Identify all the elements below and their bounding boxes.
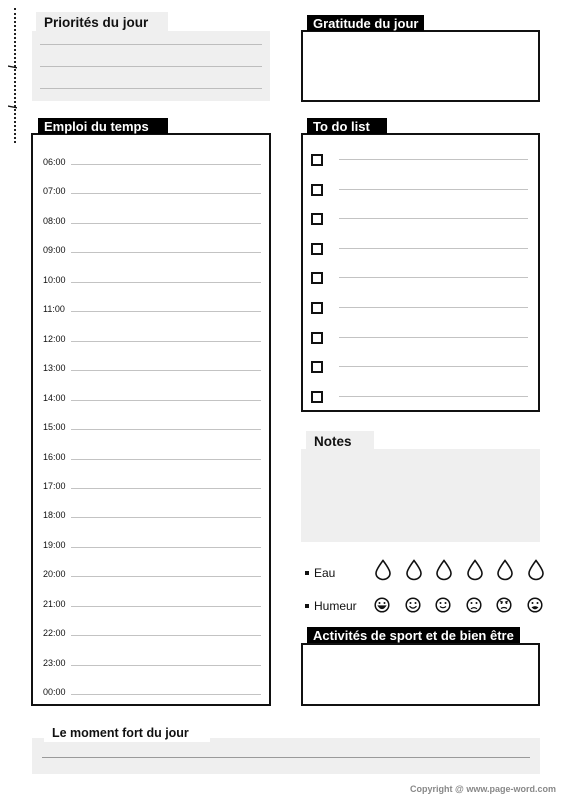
todo-item	[303, 391, 538, 405]
highlight-panel[interactable]	[32, 738, 540, 774]
todo-item	[303, 302, 538, 316]
priorities-panel[interactable]	[32, 31, 270, 101]
todo-item	[303, 332, 538, 346]
laughing-face-icon[interactable]	[374, 597, 390, 613]
todo-line[interactable]	[339, 396, 528, 397]
schedule-row[interactable]	[33, 157, 269, 171]
sport-box[interactable]	[301, 643, 540, 706]
notes-panel[interactable]	[301, 449, 540, 542]
schedule-row[interactable]	[33, 569, 269, 583]
schedule-hour-label: 00:00	[43, 687, 66, 698]
highlight-line	[42, 757, 530, 758]
sport-title: Activités de sport et de bien être	[307, 627, 520, 643]
priorities-line	[40, 88, 262, 89]
gratitude-box[interactable]	[301, 30, 540, 102]
mood-label	[305, 599, 357, 613]
water-drop-icon[interactable]	[405, 559, 423, 581]
water-drop-icon[interactable]	[466, 559, 484, 581]
todo-title: To do list	[307, 118, 387, 134]
schedule-row[interactable]	[33, 216, 269, 230]
todo-checkbox[interactable]	[311, 213, 323, 225]
todo-checkbox[interactable]	[311, 302, 323, 314]
schedule-line	[71, 311, 261, 312]
schedule-hour-label: 15:00	[43, 422, 66, 433]
priorities-title: Priorités du jour	[36, 12, 168, 32]
todo-item	[303, 213, 538, 227]
angry-face-icon[interactable]	[496, 597, 512, 613]
schedule-row[interactable]	[33, 687, 269, 701]
schedule-line	[71, 547, 261, 548]
schedule-hour-label: 13:00	[43, 363, 66, 374]
schedule-row[interactable]	[33, 599, 269, 613]
todo-line[interactable]	[339, 248, 528, 249]
schedule-hour-label: 09:00	[43, 245, 66, 256]
schedule-hour-label: 10:00	[43, 274, 66, 285]
schedule-hour-label: 07:00	[43, 186, 66, 197]
highlight-title: Le moment fort du jour	[44, 722, 210, 742]
schedule-hour-label: 23:00	[43, 657, 66, 668]
date-separator-1: /	[6, 105, 20, 109]
schedule-line	[71, 400, 261, 401]
schedule-hour-label: 22:00	[43, 628, 66, 639]
schedule-line	[71, 665, 261, 666]
todo-item	[303, 154, 538, 168]
schedule-hour-label: 12:00	[43, 333, 66, 344]
schedule-line	[71, 606, 261, 607]
todo-line[interactable]	[339, 277, 528, 278]
todo-checkbox[interactable]	[311, 332, 323, 344]
todo-checkbox[interactable]	[311, 272, 323, 284]
schedule-row[interactable]	[33, 481, 269, 495]
smiling-face-icon[interactable]	[435, 597, 451, 613]
todo-item	[303, 184, 538, 198]
schedule-hour-label: 20:00	[43, 569, 66, 580]
schedule-row[interactable]	[33, 658, 269, 672]
todo-line[interactable]	[339, 218, 528, 219]
schedule-hour-label: 06:00	[43, 157, 66, 167]
bullet-icon	[305, 604, 309, 608]
copyright-text: Copyright @ www.page-word.com	[410, 784, 556, 794]
schedule-row[interactable]	[33, 186, 269, 200]
schedule-hour-label: 14:00	[43, 392, 66, 403]
schedule-row[interactable]	[33, 275, 269, 289]
schedule-row[interactable]	[33, 422, 269, 436]
todo-line[interactable]	[339, 337, 528, 338]
todo-item	[303, 272, 538, 286]
schedule-row[interactable]	[33, 363, 269, 377]
todo-box	[301, 133, 540, 412]
schedule-line	[71, 429, 261, 430]
bullet-icon	[305, 571, 309, 575]
schedule-line	[71, 576, 261, 577]
todo-checkbox[interactable]	[311, 184, 323, 196]
grinning-face-icon[interactable]	[405, 597, 421, 613]
schedule-row[interactable]	[33, 334, 269, 348]
schedule-hour-label: 17:00	[43, 480, 66, 491]
schedule-row[interactable]	[33, 628, 269, 642]
schedule-hour-label: 21:00	[43, 598, 66, 609]
water-label-text: Eau	[314, 566, 336, 580]
schedule-row[interactable]	[33, 245, 269, 259]
water-drop-icon[interactable]	[435, 559, 453, 581]
schedule-line	[71, 517, 261, 518]
tired-face-icon[interactable]	[527, 597, 543, 613]
water-label	[305, 566, 335, 580]
schedule-hour-label: 19:00	[43, 539, 66, 550]
todo-line[interactable]	[339, 159, 528, 160]
schedule-row[interactable]	[33, 510, 269, 524]
water-drop-icon[interactable]	[496, 559, 514, 581]
schedule-line	[71, 223, 261, 224]
gratitude-title: Gratitude du jour	[307, 15, 424, 31]
schedule-line	[71, 459, 261, 460]
schedule-box[interactable]	[31, 133, 271, 706]
priorities-line	[40, 66, 262, 67]
todo-item	[303, 361, 538, 375]
todo-line[interactable]	[339, 366, 528, 367]
schedule-row[interactable]	[33, 393, 269, 407]
schedule-line	[71, 282, 261, 283]
todo-checkbox[interactable]	[311, 361, 323, 373]
schedule-hour-label: 11:00	[43, 304, 65, 315]
schedule-hour-label: 18:00	[43, 510, 66, 521]
schedule-line	[71, 193, 261, 194]
todo-checkbox[interactable]	[311, 243, 323, 255]
todo-checkbox[interactable]	[311, 154, 323, 166]
schedule-hour-label: 08:00	[43, 215, 66, 226]
schedule-row[interactable]	[33, 452, 269, 466]
schedule-line	[71, 488, 261, 489]
todo-item	[303, 243, 538, 257]
schedule-line	[71, 370, 261, 371]
todo-line[interactable]	[339, 307, 528, 308]
sad-face-icon[interactable]	[466, 597, 482, 613]
water-drop-icon[interactable]	[527, 559, 545, 581]
notes-title: Notes	[306, 431, 374, 451]
schedule-line	[71, 252, 261, 253]
schedule-row[interactable]	[33, 304, 269, 318]
schedule-line	[71, 341, 261, 342]
priorities-line	[40, 44, 262, 45]
water-drop-icon[interactable]	[374, 559, 392, 581]
schedule-hour-label: 16:00	[43, 451, 66, 462]
schedule-title: Emploi du temps	[38, 118, 168, 134]
mood-label-text: Humeur	[314, 599, 357, 613]
schedule-line	[71, 164, 261, 165]
todo-checkbox[interactable]	[311, 391, 323, 403]
schedule-row[interactable]	[33, 540, 269, 554]
schedule-line	[71, 694, 261, 695]
schedule-line	[71, 635, 261, 636]
todo-line[interactable]	[339, 189, 528, 190]
date-separator-2: /	[6, 65, 20, 69]
